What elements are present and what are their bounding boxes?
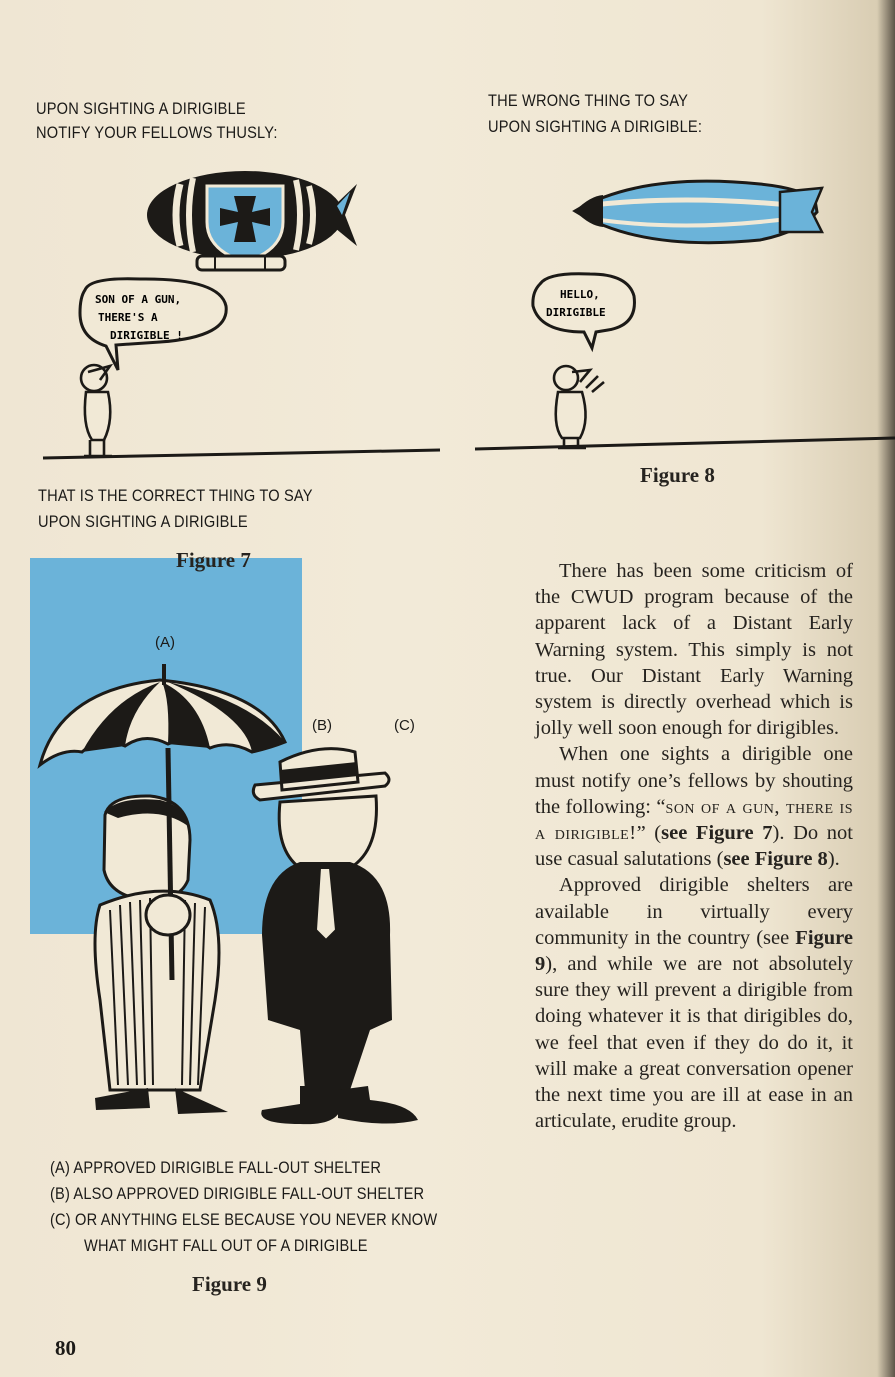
man-waving-illustration — [554, 366, 604, 448]
ground-line-right — [475, 438, 895, 449]
caption-correct-2: UPON SIGHTING A DIRIGIBLE — [38, 512, 248, 531]
legend-a: (A) APPROVED DIRIGIBLE FALL-OUT SHELTER — [50, 1158, 382, 1177]
bubble-hello-line-1: HELLO, — [560, 288, 600, 301]
p3-text-a: Approved dirigible shelters are available in virtually every community in the country ( — [535, 874, 853, 949]
caption-wrong-thing-2: UPON SIGHTING A DIRIGIBLE: — [488, 117, 703, 136]
label-a: (A) — [155, 634, 175, 651]
p3-figure-9: Figure 9 — [535, 926, 853, 976]
p2-text-b: ” ( — [636, 822, 662, 845]
p2-text-a: When one sights a dirigible one must notify one’s fellows by shouting the following: “ — [535, 743, 853, 818]
p2-quote: son of a gun, there is a dirigible! — [535, 795, 853, 845]
page-number: 80 — [55, 1336, 76, 1360]
blue-dirigible-illustration — [575, 181, 822, 243]
label-c: (C) — [394, 717, 415, 734]
caption-upon-sighting-2: NOTIFY YOUR FELLOWS THUSLY: — [36, 123, 278, 142]
bubble-line-2: THERE'S A — [98, 311, 158, 324]
p2-text-d: ). — [827, 848, 840, 871]
label-b: (B) — [312, 717, 332, 734]
paragraph-3 — [535, 872, 853, 1134]
armored-dirigible-illustration — [147, 171, 357, 270]
bubble-line-3: DIRIGIBLE ! — [110, 329, 183, 342]
caption-upon-sighting-1: UPON SIGHTING A DIRIGIBLE — [36, 99, 246, 118]
man-shouting-illustration — [81, 365, 112, 456]
bubble-line-1: SON OF A GUN, — [95, 293, 182, 306]
paragraph-1: There has been some criticism of the CWUD program because of the apparent lack of a Distant Early Warning system. This simply is not true. Our Distant Early Warning system is directly overhead which is jolly well soon enough for dirigibles. — [535, 560, 853, 740]
legend-c-line-2: WHAT MIGHT FALL OUT OF A DIRIGIBLE — [84, 1236, 368, 1255]
p2-see-figure-7: see Figure 7 — [661, 822, 773, 845]
legend-b: (B) ALSO APPROVED DIRIGIBLE FALL-OUT SHELTER — [50, 1184, 425, 1203]
ground-line-left — [43, 450, 440, 458]
caption-correct-1: THAT IS THE CORRECT THING TO SAY — [38, 486, 313, 505]
legend-c-line-1: (C) OR ANYTHING ELSE BECAUSE YOU NEVER KNOW — [50, 1210, 438, 1229]
figure-8-label: Figure 8 — [640, 463, 715, 487]
figure-7-label: Figure 7 — [176, 548, 251, 572]
caption-wrong-thing-1: THE WRONG THING TO SAY — [488, 91, 689, 110]
bubble-hello-line-2: DIRIGIBLE — [546, 306, 606, 319]
body-text-column — [535, 558, 853, 1134]
p3-text-b: ), and while we are not absolutely sure they will prevent a dirigible from doing whatever it is that dirigibles do, we feel that even if they do do it, it will make a great conversation opener the next time you are ill at ease in an articulate, erudite group. — [535, 953, 853, 1133]
p2-text-c: ). Do not use casual salutations ( — [535, 822, 853, 871]
figure-9-label: Figure 9 — [192, 1272, 267, 1296]
p2-see-figure-8: see Figure 8 — [723, 848, 828, 871]
p3-see: see — [763, 926, 790, 949]
paragraph-2 — [535, 741, 853, 872]
